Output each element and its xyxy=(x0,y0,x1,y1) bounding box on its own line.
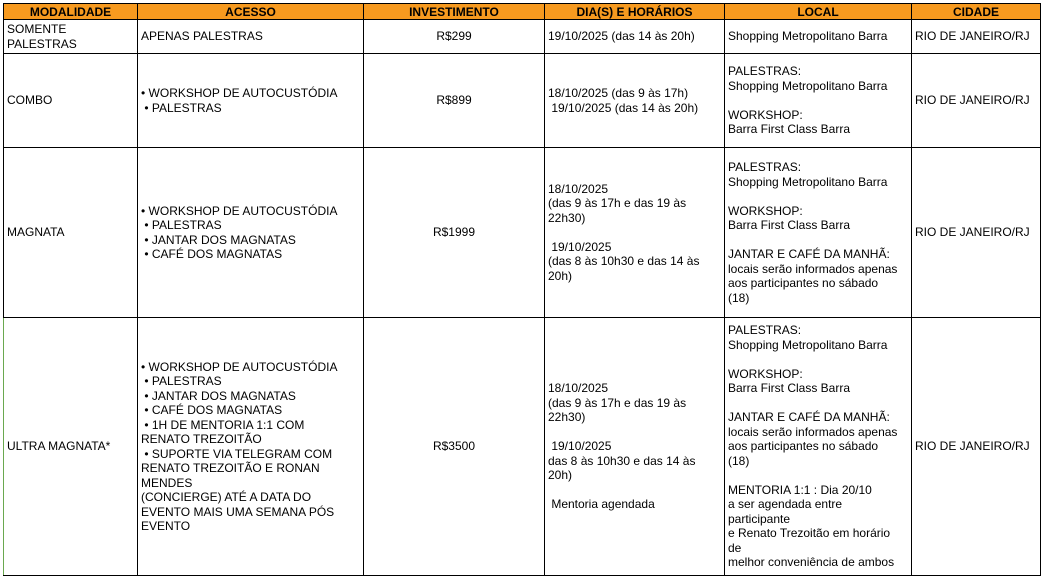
cell-local: PALESTRAS: Shopping Metropolitano Barra WORKSHOP: Barra First Class Barra JANTAR E CAFÉ DA MANHÃ: locais serão informados apenas aos participantes no sábado (18) xyxy=(725,148,912,318)
cell-dias-horarios: 18/10/2025 (das 9 às 17h e das 19 às 22h30) 19/10/2025 (das 8 às 10h30 e das 14 às 20h) xyxy=(545,148,725,318)
header-row xyxy=(4,4,1041,20)
cell-modalidade: ULTRA MAGNATA* xyxy=(4,318,138,576)
header-modalidade: MODALIDADE xyxy=(4,4,138,20)
cell-modalidade: SOMENTE PALESTRAS xyxy=(4,20,138,54)
table-row xyxy=(4,54,1041,148)
cell-local: PALESTRAS: Shopping Metropolitano Barra WORKSHOP: Barra First Class Barra JANTAR E CAFÉ DA MANHÃ: locais serão informados apenas aos participantes no sábado (18) MENTORIA 1:1 : Dia 20/10 a ser agendada entre participante e Renato Trezoitão em horário de melhor conveniência de ambos xyxy=(725,318,912,576)
cell-acesso: • WORKSHOP DE AUTOCUSTÓDIA • PALESTRAS • JANTAR DOS MAGNATAS • CAFÉ DOS MAGNATAS • 1H DE MENTORIA 1:1 COM RENATO TREZOITÃO • SUPORTE VIA TELEGRAM COM RENATO TREZOITÃO E RONAN MENDES (CONCIERGE) ATÉ A DATA DO EVENTO MAIS UMA SEMANA PÓS EVENTO xyxy=(138,318,364,576)
header-cidade: CIDADE xyxy=(912,4,1041,20)
cell-investimento: R$1999 xyxy=(364,148,545,318)
table-row xyxy=(4,148,1041,318)
pricing-table xyxy=(3,3,1041,576)
table-row xyxy=(4,20,1041,54)
cell-cidade: RIO DE JANEIRO/RJ xyxy=(912,318,1041,576)
header-investimento: INVESTIMENTO xyxy=(364,4,545,20)
cell-investimento: R$899 xyxy=(364,54,545,148)
cell-cidade: RIO DE JANEIRO/RJ xyxy=(912,20,1041,54)
cell-modalidade: MAGNATA xyxy=(4,148,138,318)
header-local: LOCAL xyxy=(725,4,912,20)
cell-dias-horarios: 19/10/2025 (das 14 às 20h) xyxy=(545,20,725,54)
header-acesso: ACESSO xyxy=(138,4,364,20)
cell-acesso: APENAS PALESTRAS xyxy=(138,20,364,54)
cell-modalidade: COMBO xyxy=(4,54,138,148)
cell-local: Shopping Metropolitano Barra xyxy=(725,20,912,54)
header-dias-horarios: DIA(S) E HORÁRIOS xyxy=(545,4,725,20)
cell-investimento: R$3500 xyxy=(364,318,545,576)
cell-acesso: • WORKSHOP DE AUTOCUSTÓDIA • PALESTRAS • JANTAR DOS MAGNATAS • CAFÉ DOS MAGNATAS xyxy=(138,148,364,318)
cell-cidade: RIO DE JANEIRO/RJ xyxy=(912,54,1041,148)
table-row xyxy=(4,318,1041,576)
cell-dias-horarios: 18/10/2025 (das 9 às 17h e das 19 às 22h30) 19/10/2025 das 8 às 10h30 e das 14 às 20h) Mentoria agendada xyxy=(545,318,725,576)
cell-cidade: RIO DE JANEIRO/RJ xyxy=(912,148,1041,318)
cell-dias-horarios: 18/10/2025 (das 9 às 17h) 19/10/2025 (das 14 às 20h) xyxy=(545,54,725,148)
cell-acesso: • WORKSHOP DE AUTOCUSTÓDIA • PALESTRAS xyxy=(138,54,364,148)
cell-local: PALESTRAS: Shopping Metropolitano Barra WORKSHOP: Barra First Class Barra xyxy=(725,54,912,148)
cell-investimento: R$299 xyxy=(364,20,545,54)
